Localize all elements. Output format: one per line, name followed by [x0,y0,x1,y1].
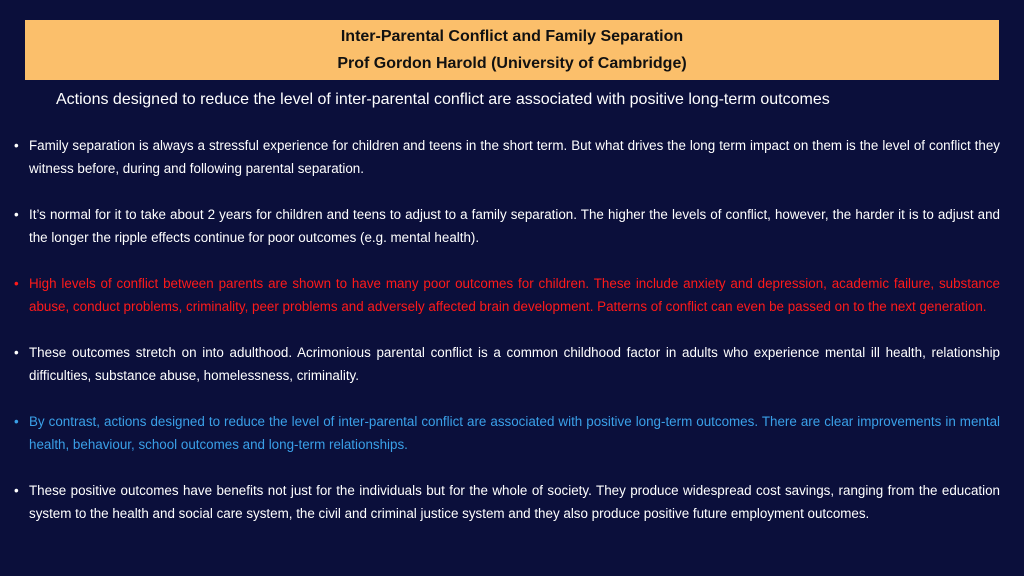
bullet-icon: • [14,207,19,222]
bullet-icon: • [14,483,19,498]
bullet-text: Family separation is always a stressful experience for children and teens in the short term. But what drives the long term impact on them is the level of conflict they witness before, during and following parental separation. [29,138,1000,176]
bullet-icon: • [14,138,19,153]
bullet-item [14,479,1000,525]
bullet-list [14,134,1000,548]
bullet-text: By contrast, actions designed to reduce the level of inter-parental conflict are associated with positive long-term outcomes. There are clear improvements in mental health, behaviour, school outcomes and long-term relationships. [29,414,1000,452]
title-banner [25,20,999,80]
bullet-item [14,203,1000,249]
bullet-item [14,410,1000,456]
bullet-icon: • [14,414,19,429]
bullet-text: High levels of conflict between parents are shown to have many poor outcomes for children. These include anxiety and depression, academic failure, substance abuse, conduct problems, criminality, peer problems and adversely affected brain development. Patterns of conflict can even be passed on to the next generation. [29,276,1000,314]
bullet-text: These outcomes stretch on into adulthood. Acrimonious parental conflict is a common childhood factor in adults who experience mental ill health, relationship difficulties, substance abuse, homelessness, criminality. [29,345,1000,383]
slide-subtitle: Actions designed to reduce the level of inter-parental conflict are associated with positive long-term outcomes [56,91,830,108]
bullet-item [14,272,1000,318]
bullet-text: It’s normal for it to take about 2 years for children and teens to adjust to a family separation. The higher the levels of conflict, however, the harder it is to adjust and the longer the ripple effects continue for poor outcomes (e.g. mental health). [29,207,1000,245]
bullet-icon: • [14,276,19,291]
bullet-item [14,341,1000,387]
bullet-icon: • [14,345,19,360]
slide-author: Prof Gordon Harold (University of Cambridge) [337,55,687,72]
bullet-text: These positive outcomes have benefits not just for the individuals but for the whole of society. They produce widespread cost savings, ranging from the education system to the health and social care system, the civil and criminal justice system and they also produce positive future employment outcomes. [29,483,1000,521]
slide-title: Inter-Parental Conflict and Family Separation [340,28,684,45]
bullet-item [14,134,1000,180]
